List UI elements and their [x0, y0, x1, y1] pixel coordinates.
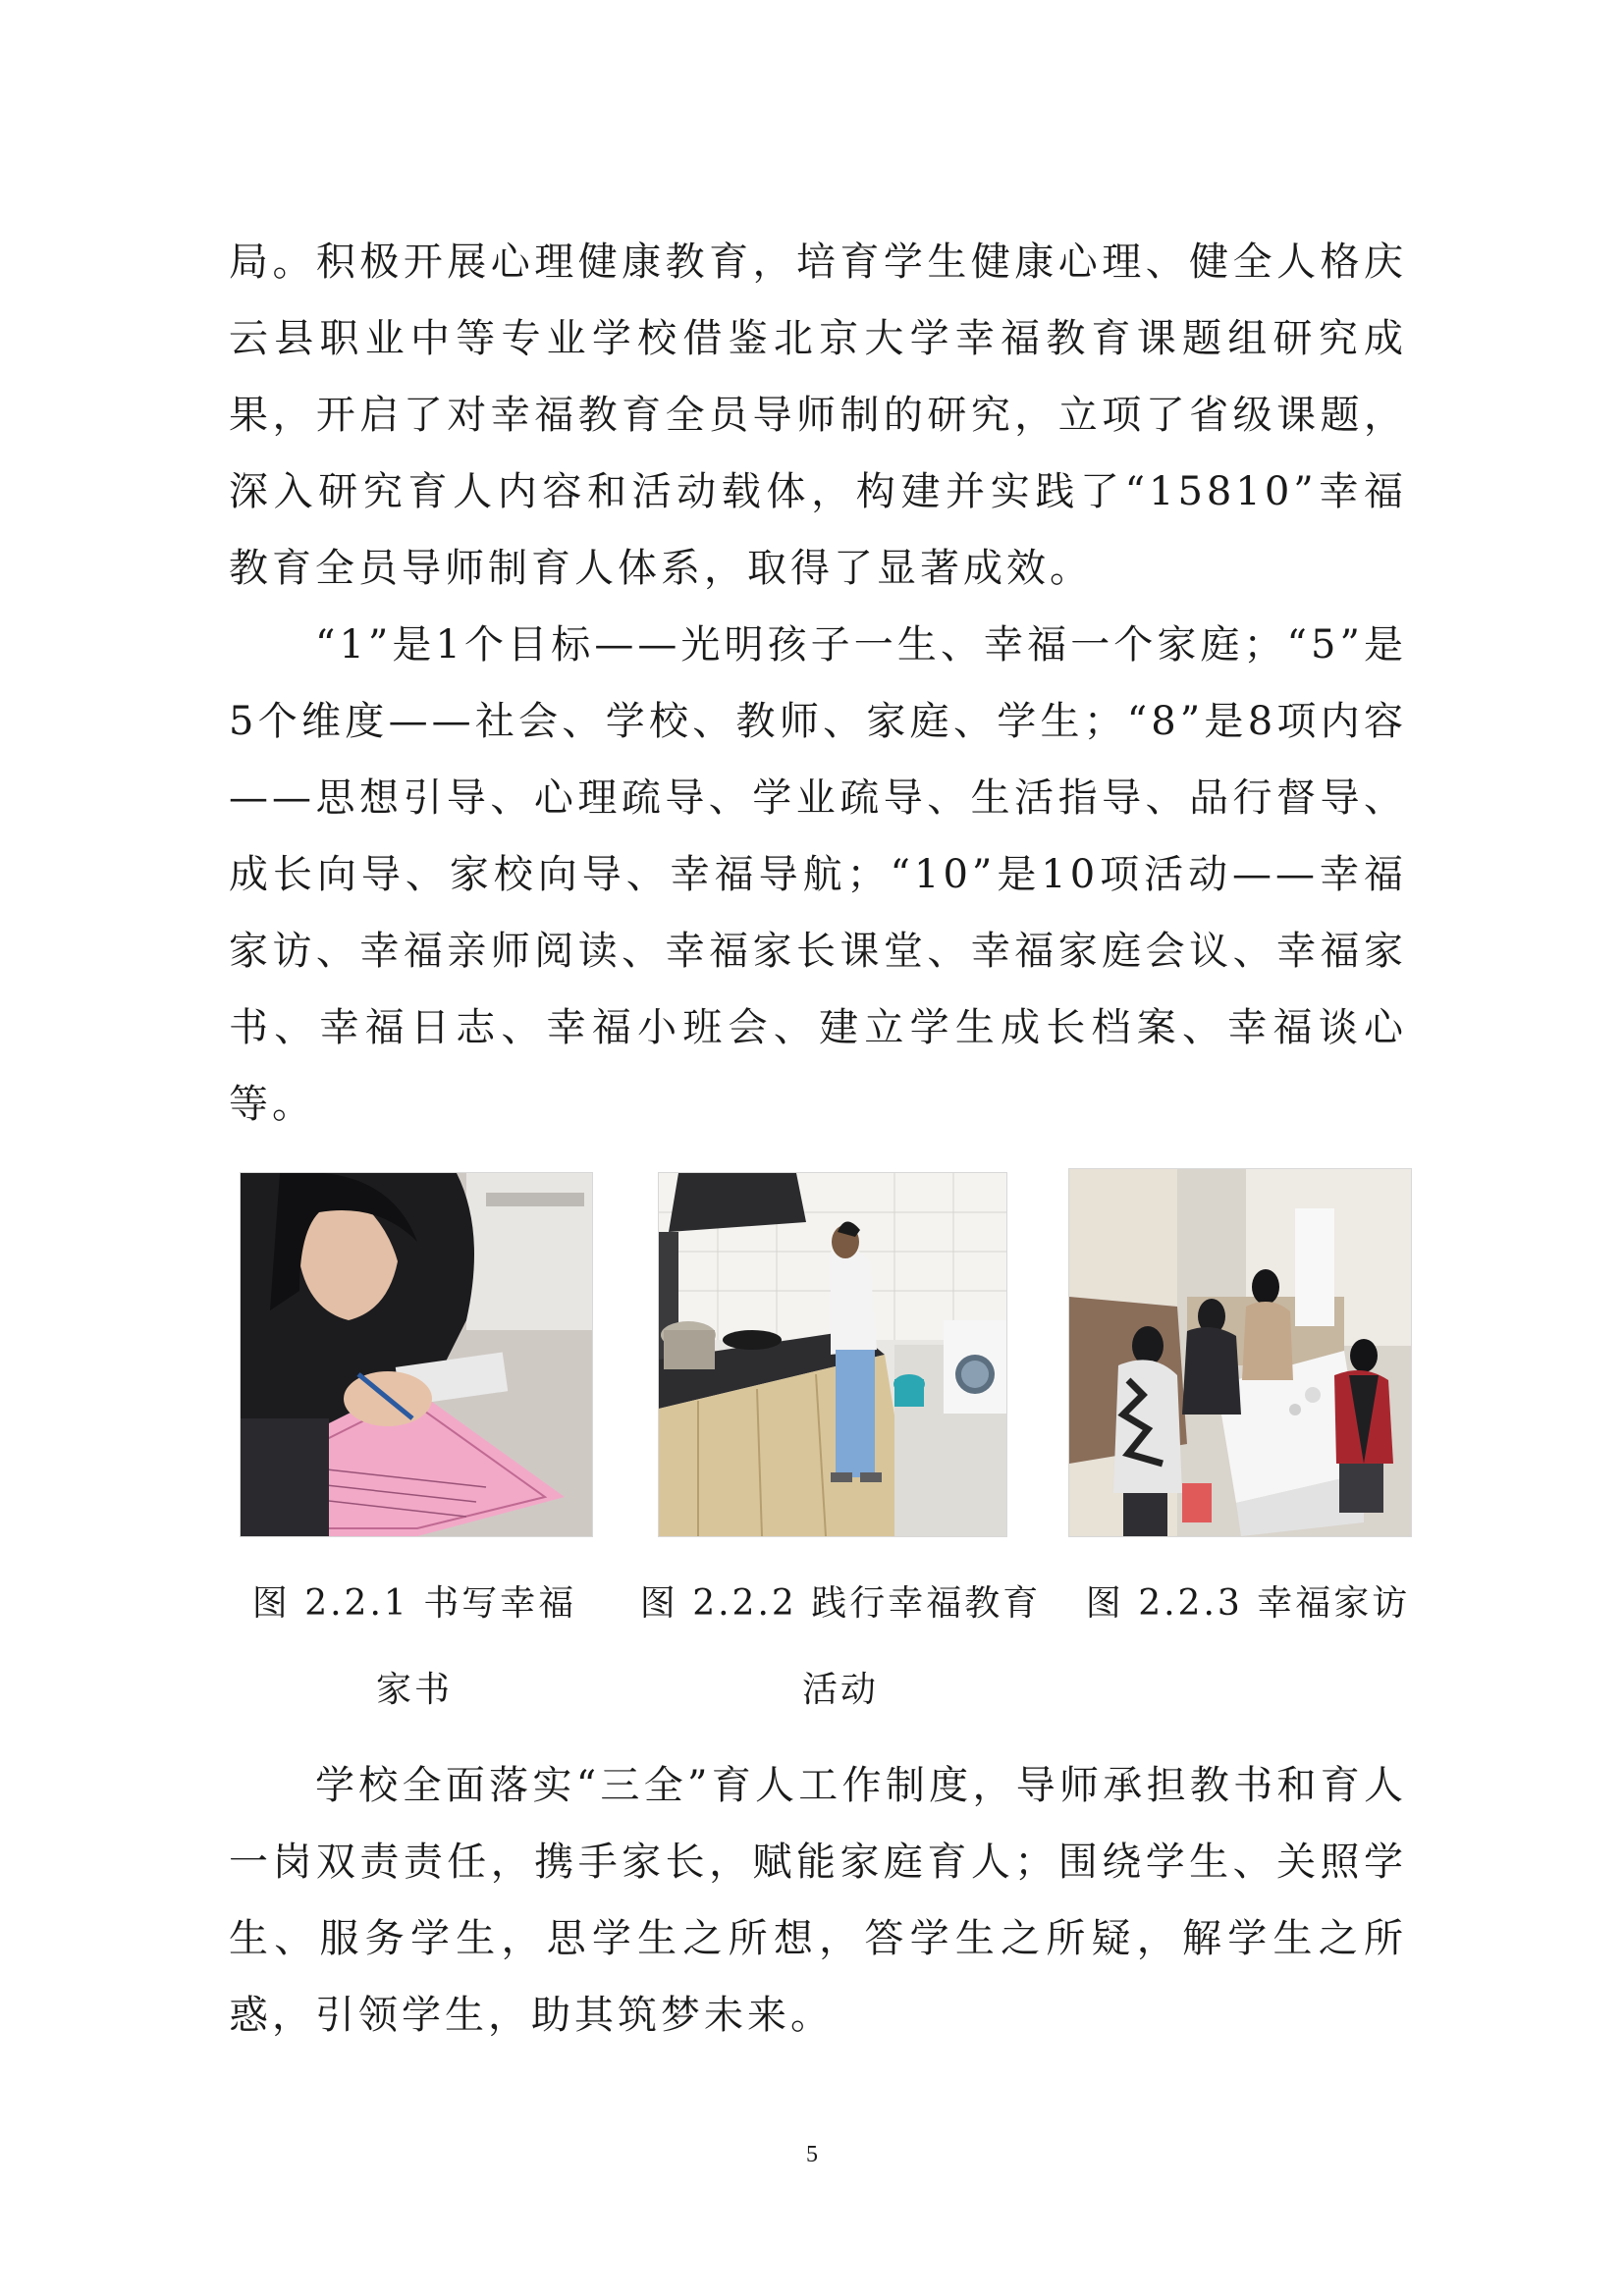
figure-caption-3 — [1076, 1561, 1420, 1647]
figure-caption-2-line2: 活动 — [801, 1670, 879, 1710]
figure-caption-2 — [628, 1561, 1053, 1734]
figure-caption-1 — [218, 1561, 611, 1734]
photo-writing-family-letter — [240, 1172, 593, 1537]
figure-caption-1-line1: 图 2.2.1 书写幸福 — [251, 1583, 577, 1624]
paragraph-continuation: 局。积极开展心理健康教育，培育学生健康心理、健全人格庆云县职业中等专业学校借鉴北京大学幸福教育课题组研究成果，开启了对幸福教育全员导师制的研究，立项了省级课题，深入研究育人内容和活动载体，构建并实践了“15810”幸福教育全员导师制育人体系，取得了显著成效。 — [229, 240, 1407, 591]
figure-row — [0, 1168, 1624, 1718]
photo-cooking-in-kitchen — [658, 1172, 1007, 1537]
figure-caption-2-line1: 图 2.2.2 践行幸福教育 — [639, 1583, 1042, 1624]
body-text-bottom — [229, 1747, 1407, 2054]
paragraph-15810-explanation: “1”是1个目标——光明孩子一生、幸福一个家庭；“5”是5个维度——社会、学校、教师、家庭、学生；“8”是8项内容——思想引导、心理疏导、学业疏导、生活指导、品行督导、成长向导、家校向导、幸福导航；“10”是10项活动——幸福家访、幸福亲师阅读、幸福家长课堂、幸福家庭会议、幸福家书、幸福日志、幸福小班会、建立学生成长档案、幸福谈心等。 — [229, 622, 1407, 1127]
figure-caption-1-line2: 家书 — [375, 1670, 453, 1710]
page-number: 5 — [806, 2142, 818, 2167]
photo-family-home-visit — [1068, 1168, 1412, 1537]
figure-caption-3-line1: 图 2.2.3 幸福家访 — [1085, 1583, 1411, 1624]
body-text-top — [229, 224, 1407, 1143]
paragraph-three-all-education: 学校全面落实“三全”育人工作制度，导师承担教书和育人一岗双责责任，携手家长，赋能家庭育人；围绕学生、关照学生、服务学生，思学生之所想，答学生之所疑，解学生之所惑，引领学生，助其筑梦未来。 — [229, 1763, 1407, 2038]
